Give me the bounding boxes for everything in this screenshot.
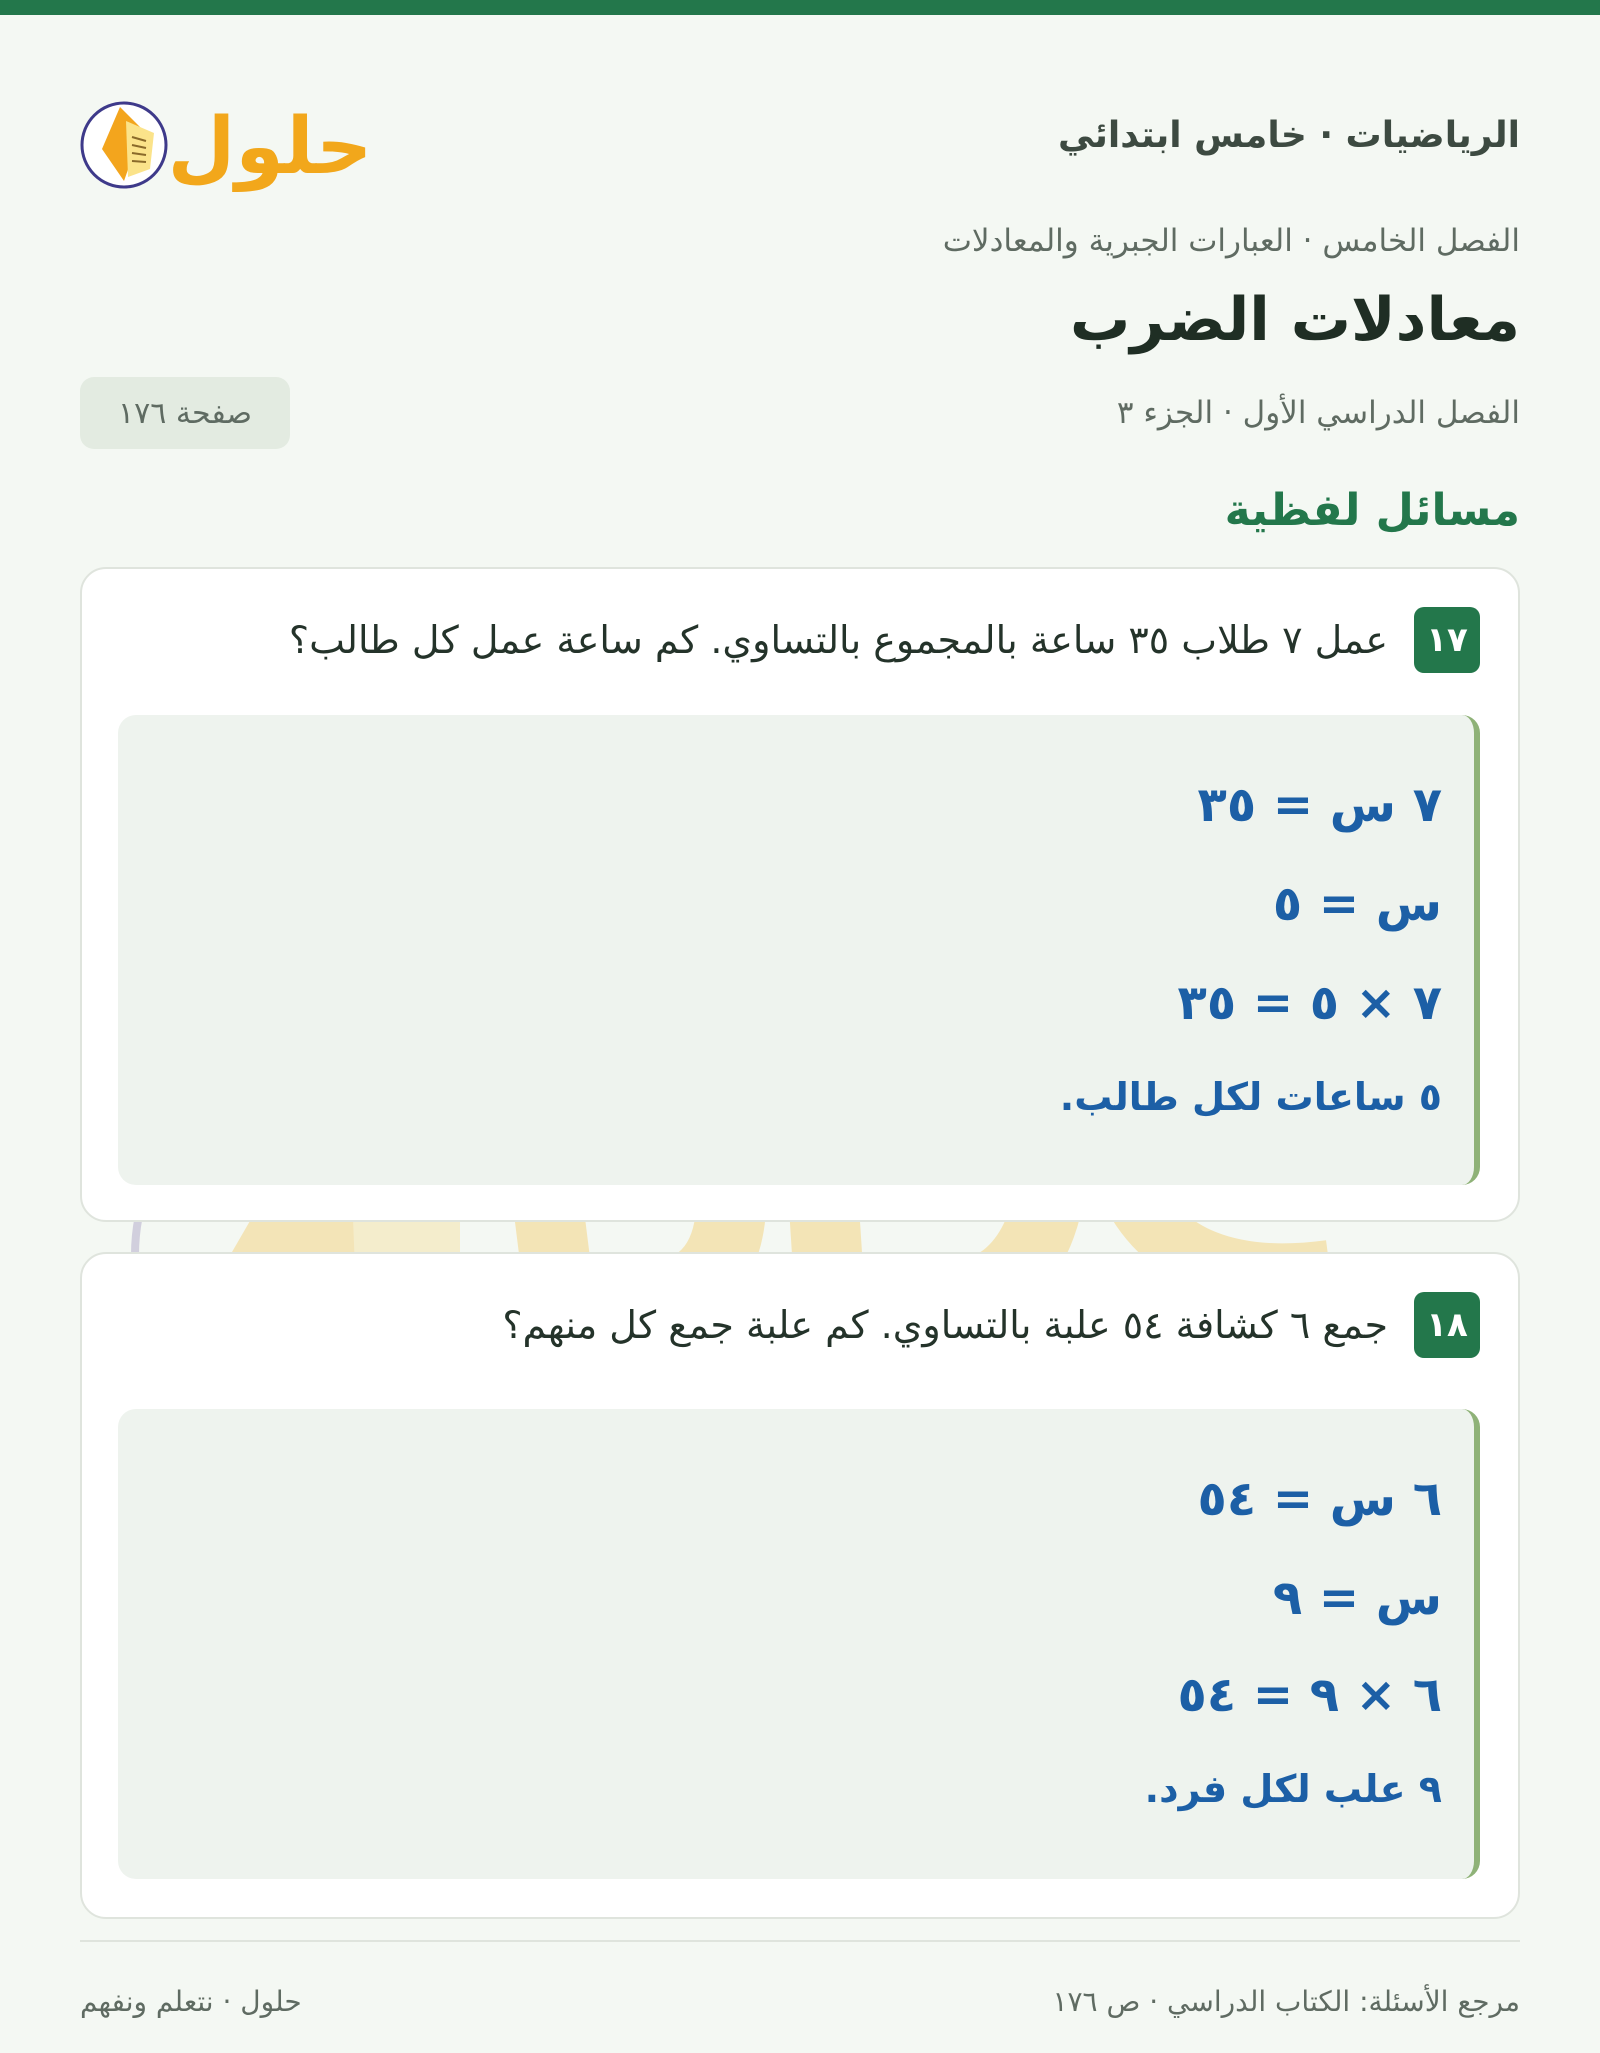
question-number-badge: ١٨ (1414, 1292, 1480, 1358)
question-header (289, 607, 1480, 673)
chapter-label: الفصل الخامس · العبارات الجبرية والمعادلات (942, 223, 1520, 259)
solution-step: ٧ س = ٣٥ (1197, 777, 1442, 833)
solution-box (118, 715, 1480, 1185)
question-header (502, 1292, 1480, 1358)
top-accent-bar (0, 0, 1600, 15)
solution-box (118, 1409, 1480, 1879)
solution-answer: ٩ علب لكل فرد. (1144, 1767, 1442, 1811)
term-label: الفصل الدراسي الأول · الجزء ٣ (1116, 395, 1520, 431)
question-text: جمع ٦ كشافة ٥٤ علبة بالتساوي. كم علبة جمع كل منهم؟ (502, 1303, 1388, 1347)
question-card (80, 1252, 1520, 1919)
solution-step: ٧ × ٥ = ٣٥ (1177, 975, 1442, 1031)
hulool-logo[interactable] (80, 85, 380, 195)
subject-label: الرياضيات · خامس ابتدائي (1057, 115, 1520, 156)
page-header (80, 75, 1520, 195)
section-title: مسائل لفظية (1224, 485, 1520, 536)
solution-answer: ٥ ساعات لكل طالب. (1059, 1075, 1442, 1119)
footer-brand[interactable]: حلول · نتعلم ونفهم (80, 1985, 302, 2018)
page-content (80, 15, 1520, 2053)
question-text: عمل ٧ طلاب ٣٥ ساعة بالمجموع بالتساوي. كم ساعة عمل كل طالب؟ (288, 618, 1388, 662)
page-number-badge: صفحة ١٧٦ (80, 377, 290, 449)
solution-step: س = ٩ (1272, 1570, 1442, 1626)
solution-step: ٦ س = ٥٤ (1197, 1471, 1442, 1527)
lesson-title: معادلات الضرب (1069, 285, 1520, 355)
solution-step: ٦ × ٩ = ٥٤ (1177, 1667, 1442, 1723)
question-number-badge: ١٧ (1414, 607, 1480, 673)
logo-wordmark: حلول (167, 102, 373, 192)
solution-step: س = ٥ (1272, 876, 1442, 932)
footer-reference: مرجع الأسئلة: الكتاب الدراسي · ص ١٧٦ (1052, 1985, 1520, 2018)
question-card (80, 567, 1520, 1222)
footer-divider (80, 1940, 1520, 1942)
